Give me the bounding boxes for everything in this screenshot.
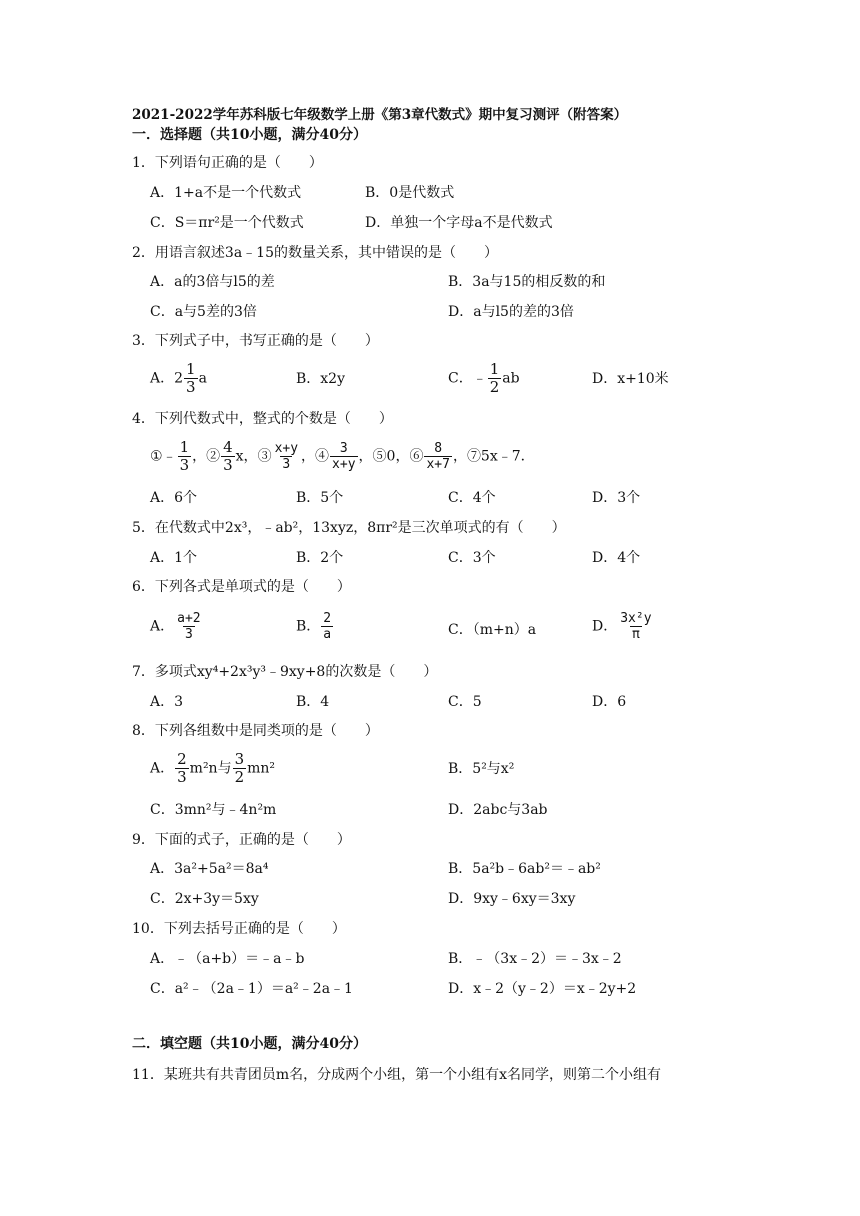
expr-2-suffix: x，: [235, 448, 258, 465]
document-title: 2021-2022学年苏科版七年级数学上册《第3章代数式》期中复习测评（附答案）: [132, 107, 628, 123]
fraction: [273, 442, 300, 471]
expr-3-label: ③: [257, 448, 272, 465]
question-10-option-b[interactable]: B．﹣（3x﹣2）＝﹣3x﹣2: [448, 951, 622, 967]
question-6-option-a[interactable]: [150, 612, 204, 641]
question-1-stem: 1．下列语句正确的是（ ）: [132, 155, 323, 171]
question-9-option-c[interactable]: C．2x+3y＝5xy: [150, 891, 259, 907]
numerator: 1: [186, 360, 196, 378]
fraction: [330, 442, 357, 471]
option-a-middle: m²n与: [189, 760, 232, 777]
fraction: [321, 612, 333, 641]
question-3-option-a[interactable]: [150, 362, 207, 395]
expr-4-label: ④: [315, 448, 330, 465]
expr-7: ⑦5x﹣7．: [466, 448, 535, 465]
option-a-prefix: A．2: [150, 370, 184, 387]
question-1-option-a[interactable]: A．1+a不是一个代数式: [150, 185, 302, 201]
fraction: [175, 752, 189, 785]
question-2-option-a[interactable]: A．a的3倍与l5的差: [150, 274, 275, 290]
question-8-option-d[interactable]: D．2abc与3ab: [448, 802, 548, 818]
question-8-stem: 8．下列各组数中是同类项的是（ ）: [132, 723, 379, 739]
option-c-prefix: C．﹣: [448, 370, 487, 387]
numerator: 3x²y: [620, 611, 652, 626]
numerator: 8: [434, 441, 443, 456]
question-10-option-a[interactable]: A．﹣（a+b）＝﹣a﹣b: [150, 951, 305, 967]
numerator: 2: [323, 611, 332, 626]
fraction: [488, 362, 502, 395]
expr-2-label: ②: [206, 448, 221, 465]
fraction: [178, 440, 192, 473]
option-a-prefix: A．: [150, 760, 175, 777]
fraction: [424, 442, 451, 471]
question-8-option-a[interactable]: [150, 752, 275, 785]
question-7-stem: 7．多项式xy⁴+2x³y³﹣9xy+8的次数是（ ）: [132, 664, 438, 680]
question-2-stem: 2．用语言叙述3a﹣15的数量关系，其中错误的是（ ）: [132, 245, 498, 261]
question-2-option-c[interactable]: C．a与5差的3倍: [150, 304, 257, 320]
question-6-stem: 6．下列各式是单项式的是（ ）: [132, 579, 351, 595]
expr-5: ⑤0，: [372, 448, 410, 465]
question-3-option-b[interactable]: B．x2y: [296, 371, 345, 387]
denominator: 2: [489, 378, 500, 396]
question-3-stem: 3．下列式子中，书写正确的是（ ）: [132, 333, 379, 349]
denominator: x+y: [332, 457, 356, 472]
denominator: x+7: [426, 457, 450, 472]
numerator: 2: [177, 750, 187, 768]
question-5-option-a[interactable]: A．1个: [150, 550, 198, 566]
question-4-option-a[interactable]: A．6个: [150, 490, 198, 506]
question-5-stem: 5．在代数式中2x³，﹣ab²，13xyz，8πr²是三次单项式的有（ ）: [132, 520, 566, 536]
question-3-option-c[interactable]: [448, 362, 520, 395]
question-1-option-d[interactable]: D．单独一个字母a不是代数式: [365, 215, 553, 231]
expr-6-label: ⑥: [409, 448, 424, 465]
question-8-option-c[interactable]: C．3mn²与﹣4n²m: [150, 802, 277, 818]
fraction: [175, 612, 202, 641]
numerator: 4: [223, 438, 233, 456]
question-7-option-a[interactable]: A．3: [150, 694, 184, 710]
question-5-option-b[interactable]: B．2个: [296, 550, 344, 566]
question-9-stem: 9．下面的式子，正确的是（ ）: [132, 832, 351, 848]
fraction: [221, 440, 235, 473]
question-1-option-c[interactable]: C．S＝πr²是一个代数式: [150, 215, 304, 231]
question-1-option-b[interactable]: B．0是代数式: [365, 185, 455, 201]
separator: ，: [452, 448, 467, 465]
separator: ，: [301, 448, 316, 465]
denominator: 3: [282, 457, 291, 472]
denominator: π: [631, 627, 640, 642]
question-10-stem: 10．下列去括号正确的是（ ）: [132, 921, 346, 937]
question-4-stem: 4．下列代数式中，整式的个数是（ ）: [132, 411, 393, 427]
denominator: 3: [223, 456, 233, 474]
question-9-option-b[interactable]: B．5a²b﹣6ab²＝﹣ab²: [448, 861, 601, 877]
question-2-option-b[interactable]: B．3a与15的相反数的和: [448, 274, 606, 290]
numerator: 3: [339, 441, 348, 456]
fraction: [233, 752, 247, 785]
option-d-prefix: D．: [592, 618, 618, 635]
question-11-stem: 11．某班共有共青团员m名，分成两个小组，第一个小组有x名同学，则第二个小组有: [132, 1067, 661, 1083]
question-4-option-b[interactable]: B．5个: [296, 490, 344, 506]
question-7-option-d[interactable]: D．6: [592, 694, 627, 710]
denominator: 3: [179, 456, 190, 474]
denominator: 3: [186, 378, 196, 396]
option-a-suffix: a: [198, 370, 207, 387]
option-a-prefix: A．: [150, 618, 175, 635]
separator: ，: [192, 448, 207, 465]
question-10-option-d[interactable]: D．x﹣2（y﹣2）＝x﹣2y+2: [448, 981, 637, 997]
fraction: [184, 362, 198, 395]
section-heading-choice: 一．选择题（共10小题，满分40分）: [132, 127, 367, 143]
question-10-option-c[interactable]: C．a²﹣（2a﹣1）＝a²﹣2a﹣1: [150, 981, 353, 997]
numerator: x+y: [274, 441, 299, 456]
question-4-option-c[interactable]: C．4个: [448, 490, 496, 506]
option-c-suffix: ab: [502, 370, 520, 387]
question-6-option-b[interactable]: [296, 612, 334, 641]
section-heading-fill-in: 二．填空题（共10小题，满分40分）: [132, 1036, 367, 1052]
numerator: a+2: [177, 611, 201, 626]
option-a-suffix: mn²: [247, 760, 276, 777]
question-3-option-d[interactable]: D．x+10米: [592, 371, 669, 387]
question-6-option-d[interactable]: [592, 612, 655, 641]
question-4-option-d[interactable]: D．3个: [592, 490, 641, 506]
question-7-option-b[interactable]: B．4: [296, 694, 330, 710]
question-2-option-d[interactable]: D．a与l5的差的3倍: [448, 304, 574, 320]
fraction: [618, 612, 653, 641]
question-5-option-c[interactable]: C．3个: [448, 550, 496, 566]
option-b-prefix: B．: [296, 618, 321, 635]
denominator: 3: [177, 768, 187, 786]
numerator: 1: [489, 360, 500, 378]
numerator: 1: [179, 438, 190, 456]
expr-1-label: ①﹣: [150, 448, 177, 465]
question-5-option-d[interactable]: D．4个: [592, 550, 641, 566]
question-6-option-c[interactable]: C．（m+n）a: [448, 622, 537, 638]
denominator: 3: [184, 627, 193, 642]
question-9-option-d[interactable]: D．9xy﹣6xy＝3xy: [448, 891, 576, 907]
question-8-option-b[interactable]: B．5²与x²: [448, 761, 515, 777]
separator: ，: [358, 448, 373, 465]
question-7-option-c[interactable]: C．5: [448, 694, 482, 710]
question-4-expressions: [150, 440, 535, 473]
question-9-option-a[interactable]: A．3a²+5a²＝8a⁴: [150, 861, 269, 877]
denominator: a: [323, 627, 332, 642]
numerator: 3: [234, 750, 245, 768]
denominator: 2: [234, 768, 245, 786]
